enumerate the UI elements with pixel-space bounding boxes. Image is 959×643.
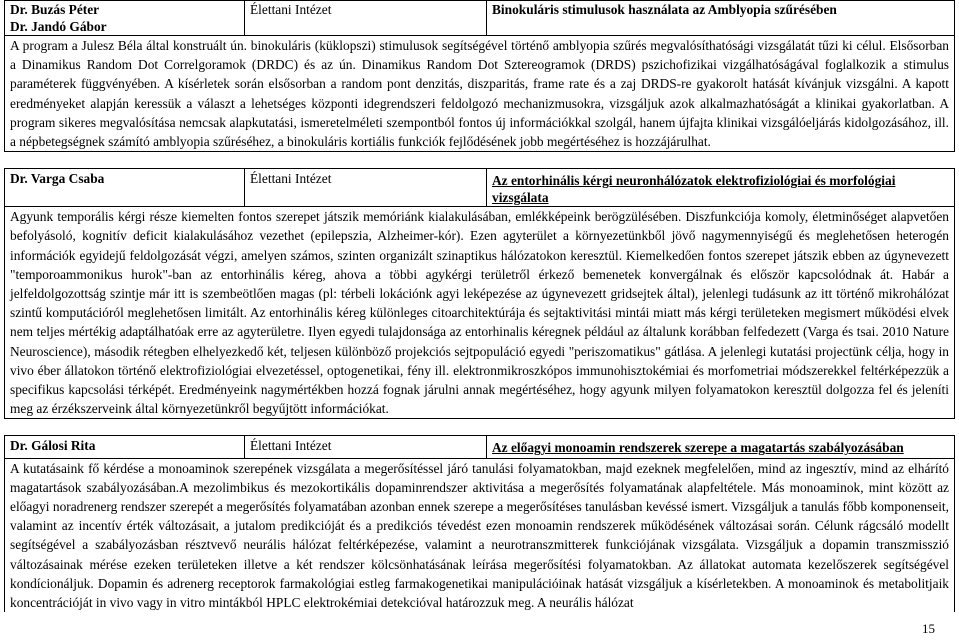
project-description: A program a Julesz Béla által konstruált ún. binokuláris (küklopszi) stimulusok segítségével történő amblyopia szűrés megvalósíthatósági vizsgálatát tűzi ki célul. Elsősorban a Dinamikus Random Dot Correlgoramok (DRDC) és az ún. Dinamikus Random Dot Sztereogramok (DRDS) pszichofizikai vizgálhatóságával foglalkozik a stimulus paraméterek függvényében. A kísérletek során elsősorban a random pont denzitás, diszparitás, frame rate és a zaj DRDS-re gyakorolt hatását kívánjuk vizsgálni. A kapott eredményeket alapján keressük a választ a lehetséges központi idegrendszeri feldolgozó mechanizmusokra, vizsgáljuk azok alkalmazhatóságát a klinikai gyakorlatban. A program sikeres megvalósítása nemcsak alapkutatási, ismeretelméleti szempontból fontos új információkkal szolgál, hanem újfajta klinikai vizsgálóeljárás kidolgozásához, ill. a népbetegségnek számító amblyopia szűréséhez, a binokuláris kortiális funkciók fejlődésének jobb megértéséhez is hozzájárulhat. xyxy=(10,38,949,150)
project-section-1 xyxy=(4,36,955,152)
project-section-2 xyxy=(4,207,955,419)
project-author: Dr. Buzás Péter Dr. Jandó Gábor xyxy=(10,2,107,34)
project-author: Dr. Gálosi Rita xyxy=(10,438,96,454)
project-header-1 xyxy=(4,0,955,36)
project-header-3 xyxy=(4,435,955,458)
project-description: A kutatásaink fő kérdése a monoaminok szerepének vizsgálata a megerősítéssel járó tanulási folyamatokban, majd ezeknek megfelelően, mind az ingesztív, mind az elhárító magatartások szabályozásában.A mezolimbikus és mezokortikális dopaminrendszer aktivitása a megerősítés folyamatának alapfeltétele. Más monoaminok, mint között az előagyi noradrenerg rendszer szerepét a megerősítés folyamatában azonban ennek szerepe a megerősítéses tanulásban kevéssé ismert. Vizsgáljuk a tanulás főbb komponenseit, valamint az incentív érték változásait, a jutalom predikcióját és a predikciós tévedést ezen monoamin rendszerek működésének változásai során. Célunk rágcsáló modellt segítségével a szabályozásban résztvevő neurális hálózat feltérképezése, valamint a neurotranszmitterek funkciójának vizsgálata. Vizsgáljuk a dopamin transzmisszió változásainak mérése ezeken területeken illetve a két rendszer kölcsönhatásának leírása megerősítési folyamatokban. Az állatokat automata kezelőszerek segítségével kondícionáljuk. Dopamin és adrenerg receptorok farmakológiai estleg farmakogenetikai manipulációinak hatását vizsgáljuk a kísérletekben. A monoaminok és metabolitjaik koncentrációját in vivo vagy in vitro mintákból HPLC elektrokémiai detekcióval határozzuk meg. A neurális hálózat xyxy=(10,460,949,611)
project-author: Dr. Varga Csaba xyxy=(10,171,105,187)
project-section-3 xyxy=(4,459,955,613)
project-institute: Élettani Intézet xyxy=(250,438,332,454)
project-header-2 xyxy=(4,168,955,207)
project-title: Az előagyi monoamin rendszerek szerepe a magatartás szabályozásában xyxy=(492,440,904,456)
project-description: Agyunk temporális kérgi része kiemelten fontos szerepet játszik memóriánk kialakulásában, emlékképeink berögzülésében. Diszfunkciója komoly, életminőséget alapvetően befolyásoló, kognitív deficit kialakulásához vezethet (epilepszia, Alzheimer-kór). Ezen agyterület a környezetünkből jövő nagymennyiségű és meglehetősen heterogén információk egyidejű feldolgozását végzi, amelyen számos, szinten organizált szinaptikus hálózatokon keresztül. Kiemelkedően fontos szerepet játszik ebben az úgynevezett "temporoammonikus hurok"-ban az entorhinális kéreg, ahova a többi agykérgi területről érkező bemenetek konvergálnak és először kapcsolódnak át. Habár a jelfeldolgozottság szintje már itt is szembeötlően magas (pl: térbeli lokációnk agyi leképezése az úgynevezett gridsejtek által), jelenlegi tudásunk az itt történő mikrohálózat szintű komputációról meglehetősen limitált. Az entorhinális kéreg különleges citoarchitektúrája és sejtaktivitási mintái miatt más kérgi területeken megismert működési elvek nem teljes mértékig adaptálhatóak erre az agyterületre. Ilyen egyedi tulajdonsága az entorhinalis kéregnek például az általunk korábban felfedezett (Varga és tsai. 2010 Nature Neuroscience), második rétegben elhelyezkedő két, teljesen különböző projekciós sejtpopuláció egyedi "periszomatikus" gátlása. A jelenlegi kutatási projectünk célja, hogy in vivo éber állatokon történő elektrofiziológiai elvezetéssel, optogenetikai, fény ill. elektronmikroszkópos immunohisztokémiai és morfometriai módszerekkel feltérképezzük a specifikus kapcsolási térképét. Eredményeink nagymértékben hozzá fognak járulni annak megértéséhez, hogy agyunk milyen folyamatokon keresztül dolgozza fel és jeleníti meg az érzékszerveink által környezetünkről begyűjtött információkat. xyxy=(10,209,949,417)
page-number: 15 xyxy=(922,620,935,636)
project-title: Binokuláris stimulusok használata az Amblyopia szűrésében xyxy=(492,2,837,17)
project-title: Az entorhinális kérgi neuronhálózatok elektrofiziológiai és morfológiai vizsgálata xyxy=(492,173,896,206)
project-institute: Élettani Intézet xyxy=(250,171,332,187)
document-page xyxy=(4,0,955,612)
project-institute: Élettani Intézet xyxy=(250,2,332,17)
